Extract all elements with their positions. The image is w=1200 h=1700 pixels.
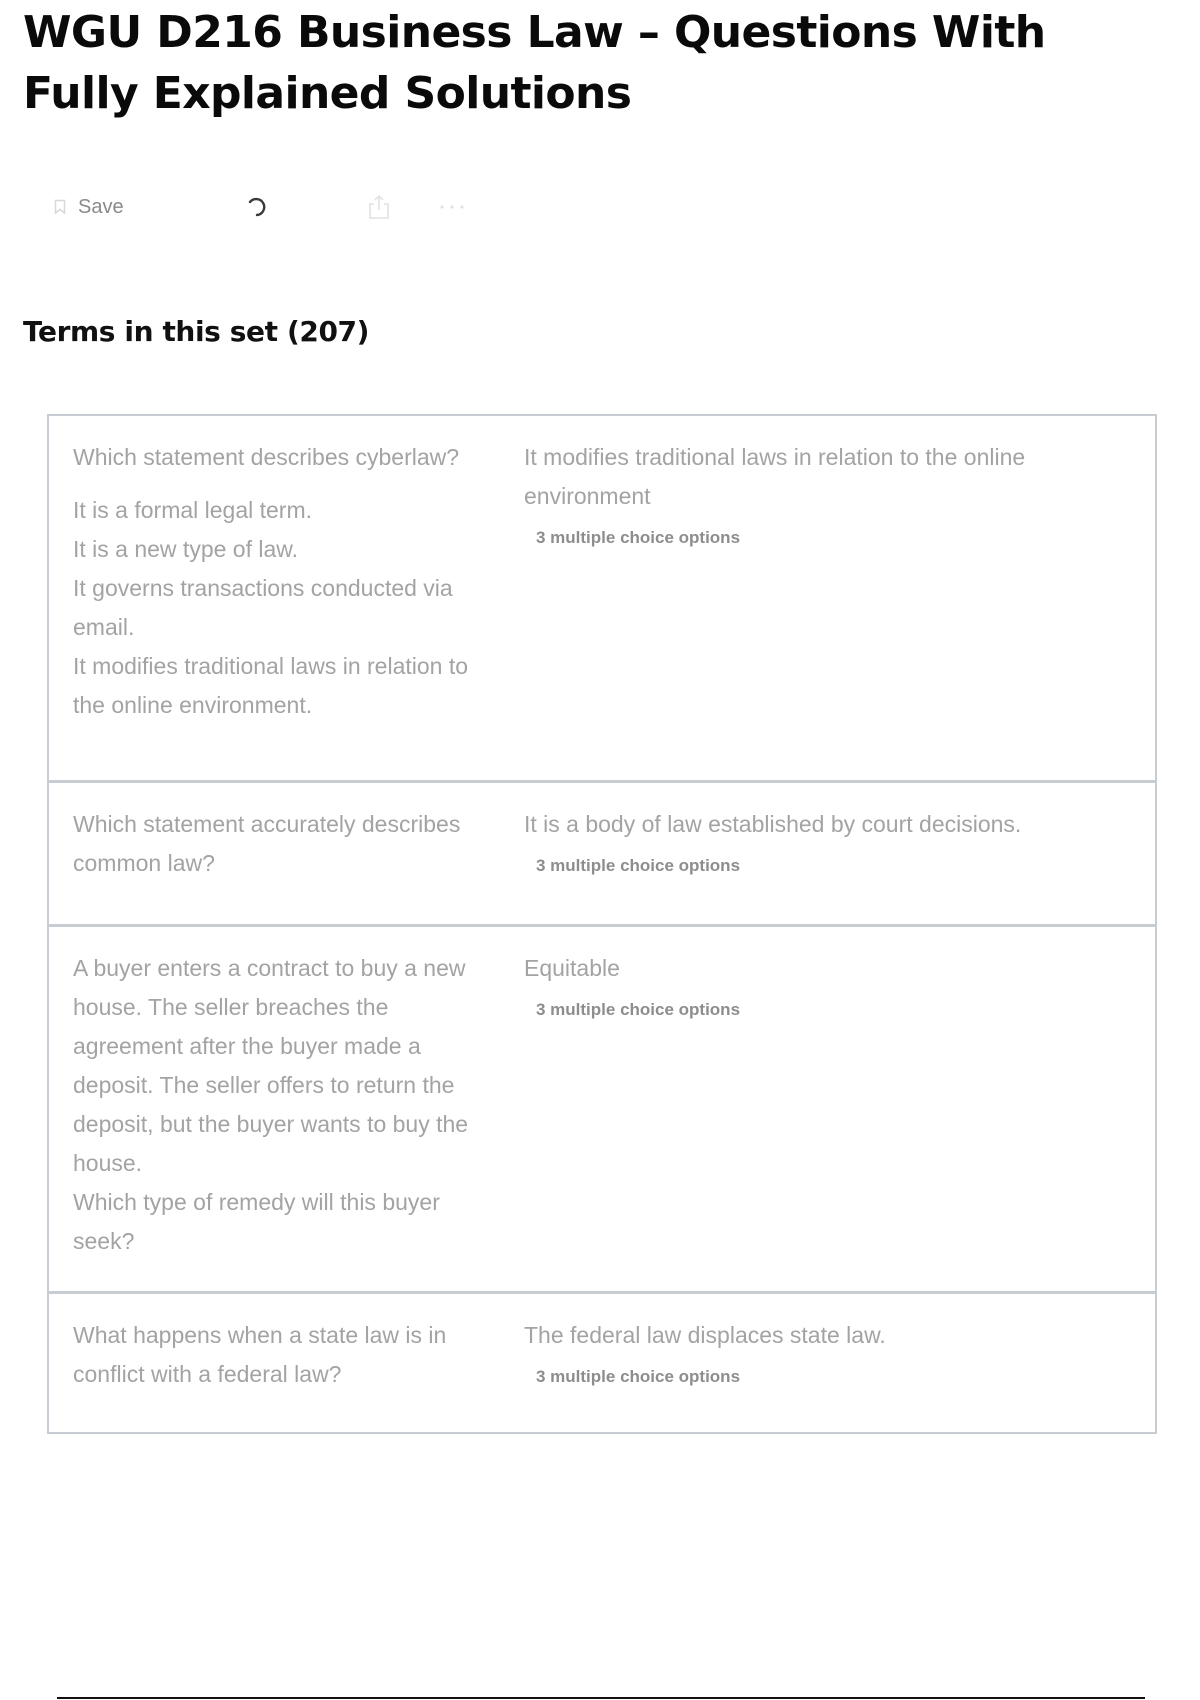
answer-text: The federal law displaces state law.	[524, 1322, 886, 1348]
question-text: Which statement accurately describes common law?	[73, 811, 461, 876]
term-question	[49, 1294, 524, 1432]
question-text: A buyer enters a contract to buy a new house. The seller breaches the agreement after the buyer made a deposit. The seller offers to return the deposit, but the buyer wants to buy the house.	[73, 955, 469, 1176]
question-option: It is a new type of law.	[73, 536, 299, 562]
multiple-choice-options-link[interactable]: 3 multiple choice options	[536, 528, 741, 547]
page-title: WGU D216 Business Law – Questions With Fully Explained Solutions	[23, 7, 1046, 119]
multiple-choice-options-link[interactable]: 3 multiple choice options	[536, 1000, 741, 1019]
toolbar	[54, 190, 494, 224]
save-button[interactable]	[54, 190, 124, 224]
term-card[interactable]	[49, 924, 1155, 1291]
question-option: It modifies traditional laws in relation to the online environment.	[73, 653, 469, 718]
terms-list	[47, 414, 1157, 1434]
question-option: It is a formal legal term.	[73, 497, 313, 523]
term-answer	[524, 783, 1155, 924]
term-question	[49, 927, 524, 1291]
answer-text: Equitable	[524, 955, 620, 981]
more-options-icon[interactable]	[434, 194, 470, 220]
term-answer	[524, 927, 1155, 1291]
term-question	[49, 783, 524, 924]
multiple-choice-options-link[interactable]: 3 multiple choice options	[536, 1367, 741, 1386]
term-answer	[524, 416, 1155, 780]
multiple-choice-options-link[interactable]: 3 multiple choice options	[536, 856, 741, 875]
question-text: What happens when a state law is in conflict with a federal law?	[73, 1322, 447, 1387]
terms-count-heading: Terms in this set (207)	[23, 315, 370, 348]
answer-text: It is a body of law established by court decisions.	[524, 811, 1022, 837]
term-card[interactable]	[49, 1291, 1155, 1432]
page-divider	[57, 1697, 1145, 1699]
question-options	[73, 491, 500, 725]
answer-text: It modifies traditional laws in relation to the online environment	[524, 444, 1026, 509]
loading-spinner-icon[interactable]	[244, 194, 270, 220]
term-answer	[524, 1294, 1155, 1432]
term-card[interactable]	[49, 416, 1155, 780]
term-question	[49, 416, 524, 780]
share-icon[interactable]	[366, 193, 392, 221]
question-option: It governs transactions conducted via email.	[73, 575, 453, 640]
bookmark-icon	[54, 199, 66, 215]
question-text: Which type of remedy will this buyer seek?	[73, 1189, 440, 1254]
term-card[interactable]	[49, 780, 1155, 924]
question-text: Which statement describes cyberlaw?	[73, 444, 460, 470]
save-label: Save	[78, 195, 124, 218]
